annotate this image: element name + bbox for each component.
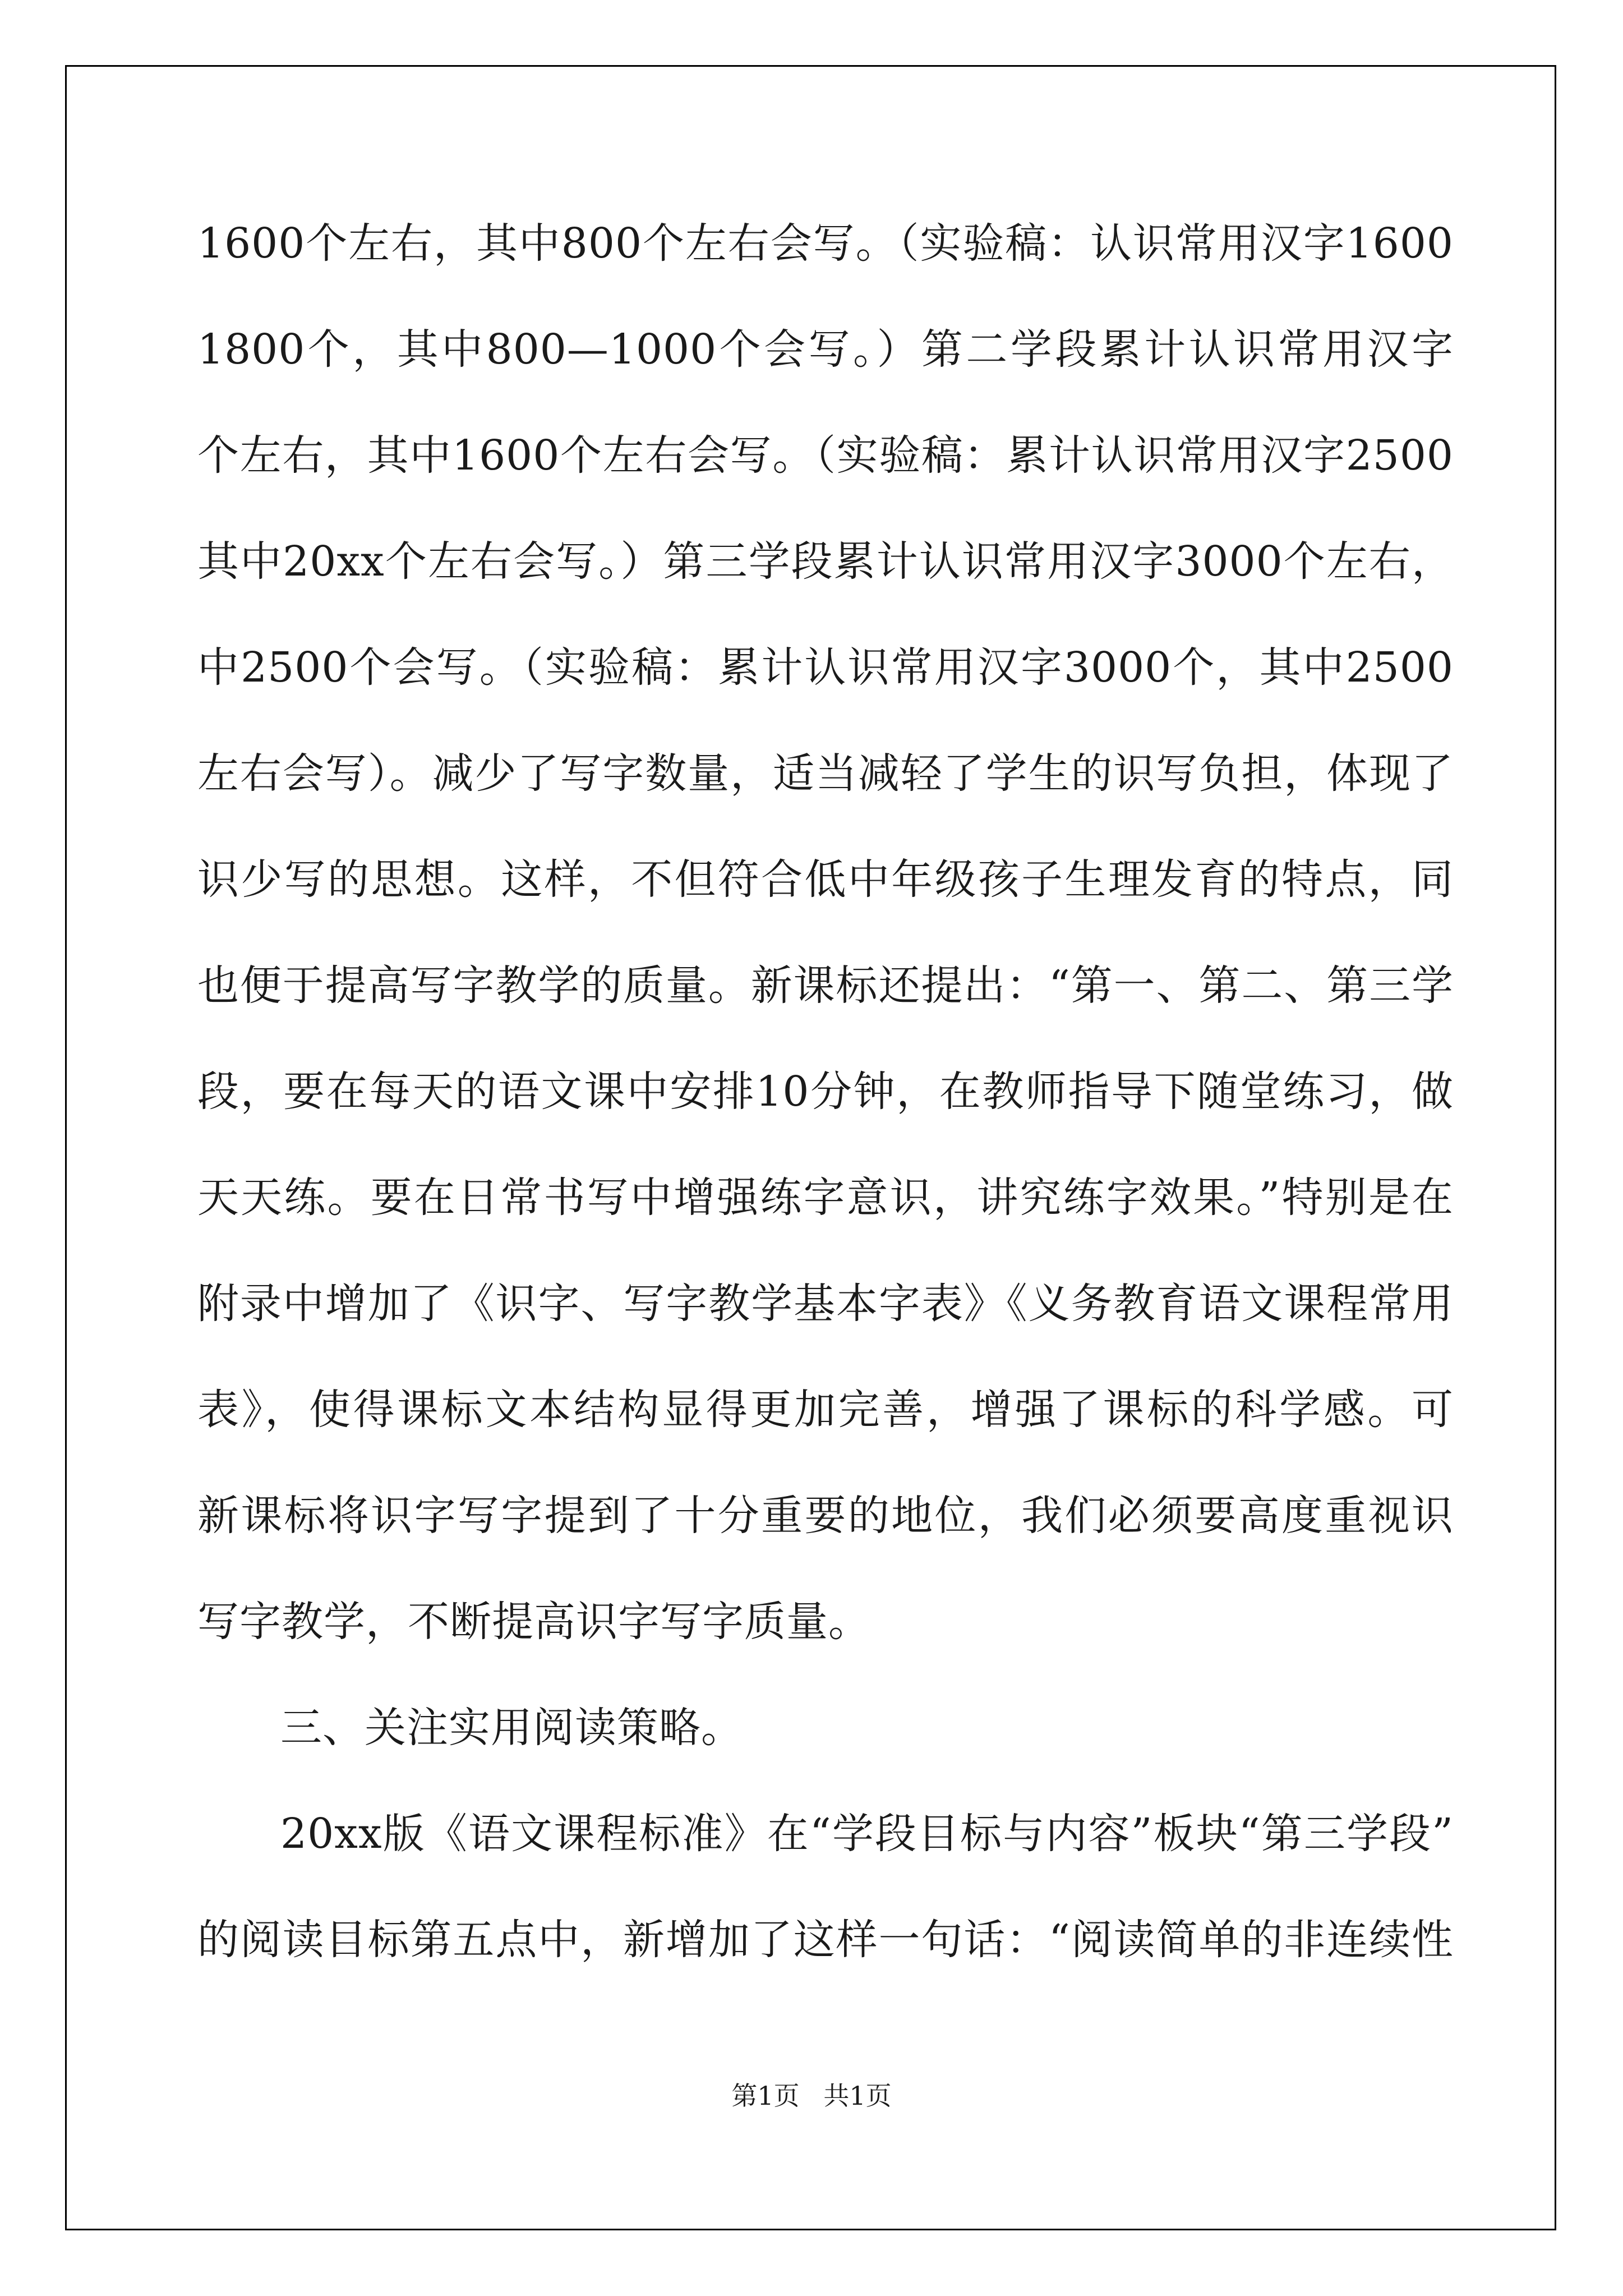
text-line: 个左右，其中1600个左右会写。（实验稿：累计认识常用汉字2500 xyxy=(197,431,1454,480)
text-line: 其中20xx个左右会写。）第三学段累计认识常用汉字3000个左右， xyxy=(197,537,1454,586)
text-line: 20xx版《语文课程标准》在“学段目标与内容”板块“第三学段” xyxy=(280,1810,1454,1858)
document-body xyxy=(197,191,1454,1993)
text-line: 表》，使得课标文本结构显得更加完善，增强了课标的科学感。可 xyxy=(197,1386,1454,1434)
text-line: 的阅读目标第五点中，新增加了这样一句话：“阅读简单的非连续性 xyxy=(197,1916,1454,1964)
text-line: 段，要在每天的语文课中安排10分钟，在教师指导下随堂练习，做 xyxy=(197,1068,1454,1116)
text-line: 识少写的思想。这样，不但符合低中年级孩子生理发育的特点，同 xyxy=(197,855,1454,904)
text-line: 附录中增加了《识字、写字教学基本字表》《义务教育语文课程常用 xyxy=(197,1280,1454,1328)
text-line: 也便于提高写字教学的质量。新课标还提出：“第一、第二、第三学 xyxy=(197,961,1454,1010)
text-line: 天天练。要在日常书写中增强练字意识，讲究练字效果。”特别是在 xyxy=(197,1174,1454,1222)
section-heading: 三、关注实用阅读策略。 xyxy=(280,1704,743,1752)
text-line: 新课标将识字写字提到了十分重要的地位，我们必须要高度重视识 xyxy=(197,1492,1454,1540)
text-line: 中2500个会写。（实验稿：累计认识常用汉字3000个，其中2500 xyxy=(197,643,1454,692)
text-line: 写字教学，不断提高识字写字质量。 xyxy=(197,1598,870,1646)
page-footer xyxy=(0,2076,1623,2113)
text-line: 1600个左右，其中800个左右会写。（实验稿：认识常用汉字1600 xyxy=(197,219,1454,268)
page-number-total: 共1页 xyxy=(823,2081,892,2111)
page-number-current: 第1页 xyxy=(731,2081,800,2111)
text-line: 左右会写）。减少了写字数量，适当减轻了学生的识写负担，体现了 xyxy=(197,749,1454,798)
text-line: 1800个，其中800—1000个会写。）第二学段累计认识常用汉字 xyxy=(197,325,1454,374)
